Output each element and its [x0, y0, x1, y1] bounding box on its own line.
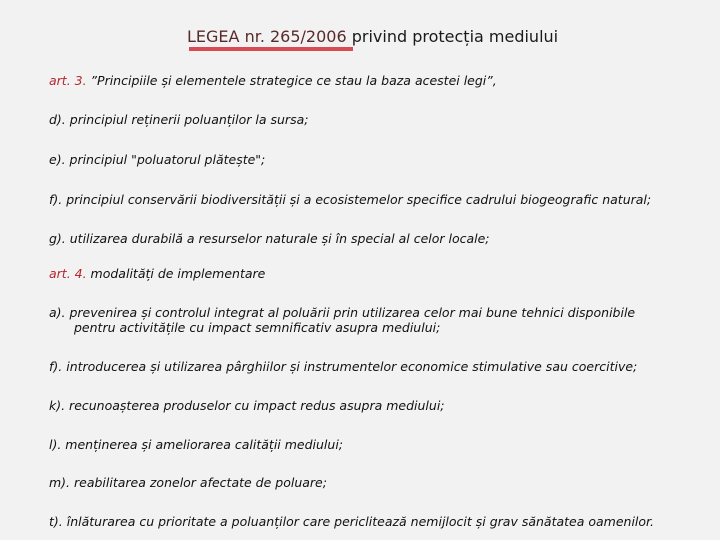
article-ref: art. 3. — [49, 73, 87, 88]
article-4-heading — [49, 266, 265, 281]
list-item: t). înlăturarea cu prioritate a poluanților care periclitează nemijlocit și grav sănătatea oamenilor. — [49, 514, 655, 529]
title-underline — [189, 47, 353, 51]
list-item-line-continued: pentru activitățile cu impact semnificativ asupra mediului; — [74, 320, 441, 335]
list-item: m). reabilitarea zonelor afectate de poluare; — [49, 475, 327, 490]
list-item: d). principiul reținerii poluanților la sursa; — [49, 112, 309, 127]
list-item-line: a). prevenirea și controlul integrat al poluării prin utilizarea celor mai bune tehnici disponibile — [49, 305, 636, 320]
list-item: e). principiul "poluatorul plătește"; — [49, 152, 266, 167]
list-item: f). principiul conservării biodiversității și a ecosistemelor specifice cadrului biogeografic natural; — [49, 192, 652, 207]
article-text: modalități de implementare — [86, 266, 266, 281]
list-item: k). recunoașterea produselor cu impact redus asupra mediului; — [49, 398, 445, 413]
article-3-heading — [49, 73, 497, 88]
slide-title — [187, 26, 558, 48]
list-item: g). utilizarea durabilă a resurselor naturale și în special al celor locale; — [49, 231, 490, 246]
article-text: ”Principiile și elementele strategice ce stau la baza acestei legi”, — [86, 73, 497, 88]
list-item: l). menținerea și ameliorarea calității mediului; — [49, 437, 344, 452]
list-item — [49, 305, 635, 335]
list-item: f). introducerea și utilizarea pârghiilor și instrumentelor economice stimulative sau coercitive; — [49, 359, 638, 374]
law-reference: LEGEA nr. 265/2006 — [187, 27, 347, 46]
article-ref: art. 4. — [49, 266, 87, 281]
title-rest: privind protecția mediului — [346, 27, 559, 46]
